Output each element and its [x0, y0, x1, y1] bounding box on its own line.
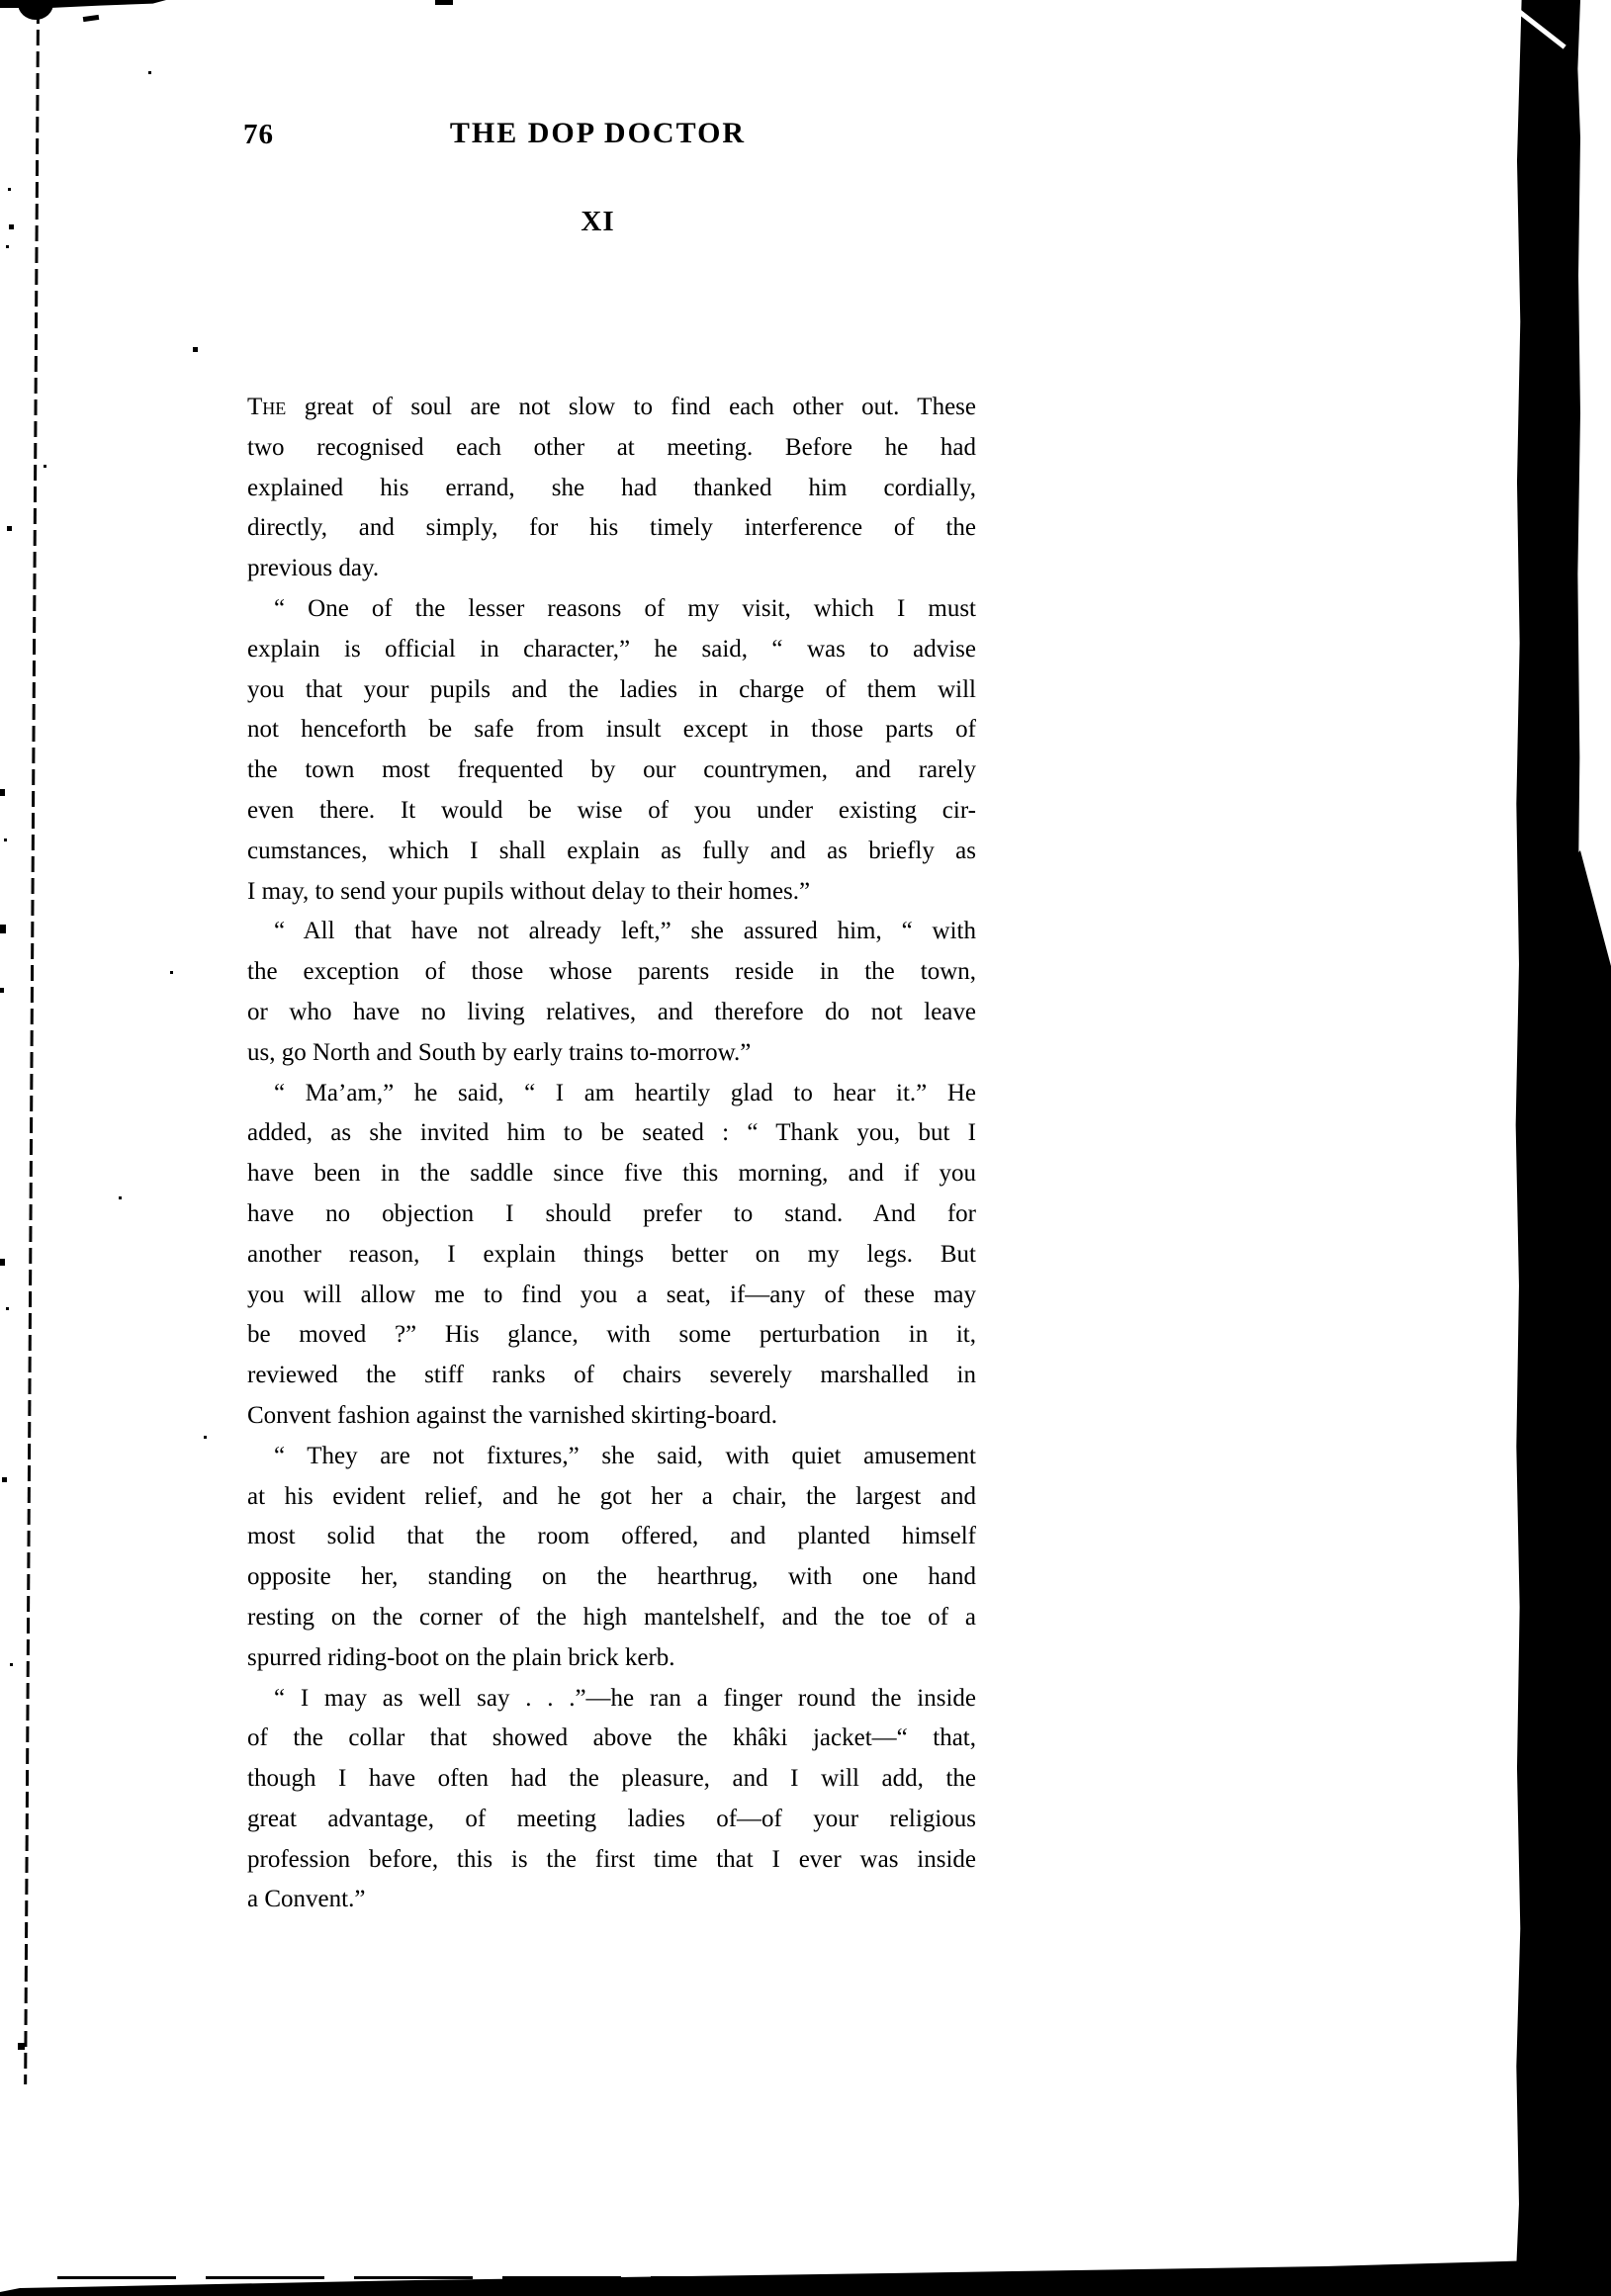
scan-top-dash	[83, 15, 100, 22]
text-line: reviewed the stiff ranks of chairs severely marshalled in	[247, 1362, 976, 1389]
text-line: though I have often had the pleasure, and I will add, the	[247, 1765, 976, 1793]
text-line: you will allow me to find you a seat, if—any of these may	[247, 1280, 976, 1308]
scan-specks	[0, 0, 3, 3]
body-text	[247, 388, 976, 1920]
text-line: explained his errand, she had thanked him cordially,	[247, 474, 976, 501]
paragraph	[247, 1074, 976, 1437]
paragraph	[247, 912, 976, 1073]
page-header	[243, 117, 976, 158]
text-line: even there. It would be wise of you under existing cir-	[247, 796, 976, 824]
text-line: a Convent.”	[247, 1886, 366, 1913]
text-line: great advantage, of meeting ladies of—of your religious	[247, 1805, 976, 1832]
paragraph	[247, 1679, 976, 1921]
text-line: the exception of those whose parents reside in the town,	[247, 958, 976, 986]
paragraph	[247, 388, 976, 589]
text-line: resting on the corner of the high mantelshelf, and the toe of a	[247, 1603, 976, 1631]
text-line: have no objection I should prefer to stand. And for	[247, 1199, 976, 1227]
text-line: most solid that the room offered, and planted himself	[247, 1523, 976, 1550]
lead-word: The	[247, 394, 287, 420]
text-line: previous day.	[247, 555, 380, 582]
scan-top-tick	[435, 0, 453, 5]
text-line: explain is official in character,” he said, “ was to advise	[247, 635, 976, 662]
text-line	[247, 388, 976, 428]
text-line: “ Ma’am,” he said, “ I am heartily glad to hear it.” He	[274, 1079, 976, 1106]
text-line: of the collar that showed above the khâki jacket—“ that,	[247, 1724, 976, 1752]
text-line: the town most frequented by our countrymen, and rarely	[247, 756, 976, 784]
page-number: 76	[243, 119, 274, 150]
line-text: great of soul are not slow to find each other out. These	[286, 394, 976, 420]
text-line: “ All that have not already left,” she assured him, “ with	[274, 918, 976, 945]
paragraph	[247, 1437, 976, 1679]
running-title: THE DOP DOCTOR	[449, 117, 747, 149]
text-line: added, as she invited him to be seated : “ Thank you, but I	[247, 1119, 976, 1147]
text-line: another reason, I explain things better on my legs. But	[247, 1240, 976, 1268]
text-line: “ I may as well say . . .”—he ran a finger round the inside	[274, 1684, 976, 1712]
text-line: you that your pupils and the ladies in charge of them will	[247, 675, 976, 703]
text-line: be moved ?” His glance, with some perturbation in it,	[247, 1321, 976, 1349]
text-line: opposite her, standing on the hearthrug, with one hand	[247, 1563, 976, 1591]
text-line: Convent fashion against the varnished skirting-board.	[247, 1401, 777, 1429]
scan-right-gutter-band-lower	[1543, 850, 1611, 2296]
text-line: directly, and simply, for his timely interference of the	[247, 514, 976, 542]
text-line: us, go North and South by early trains to-morrow.”	[247, 1038, 752, 1066]
text-line: “ One of the lesser reasons of my visit, which I must	[274, 594, 976, 622]
text-line: “ They are not fixtures,” she said, with quiet amusement	[274, 1442, 976, 1469]
text-line: cumstances, which I shall explain as fully and as briefly as	[247, 837, 976, 864]
text-line: two recognised each other at meeting. Before he had	[247, 433, 976, 461]
text-line: I may, to send your pupils without delay to their homes.”	[247, 877, 811, 905]
scan-bottom-edge-wedge	[0, 2254, 1611, 2296]
text-line: not henceforth be safe from insult except in those parts of	[247, 716, 976, 744]
scan-binding-crease	[24, 8, 40, 2084]
scan-bottom-line	[57, 2276, 710, 2279]
chapter-heading: XI	[581, 206, 615, 237]
text-line: or who have no living relatives, and therefore do not leave	[247, 998, 976, 1025]
text-line: profession before, this is the first time that I ever was inside	[247, 1845, 976, 1873]
text-line: have been in the saddle since five this morning, and if you	[247, 1160, 976, 1188]
text-line: spurred riding-boot on the plain brick kerb.	[247, 1643, 675, 1671]
text-line: at his evident relief, and he got her a chair, the largest and	[247, 1482, 976, 1510]
paragraph	[247, 589, 976, 912]
